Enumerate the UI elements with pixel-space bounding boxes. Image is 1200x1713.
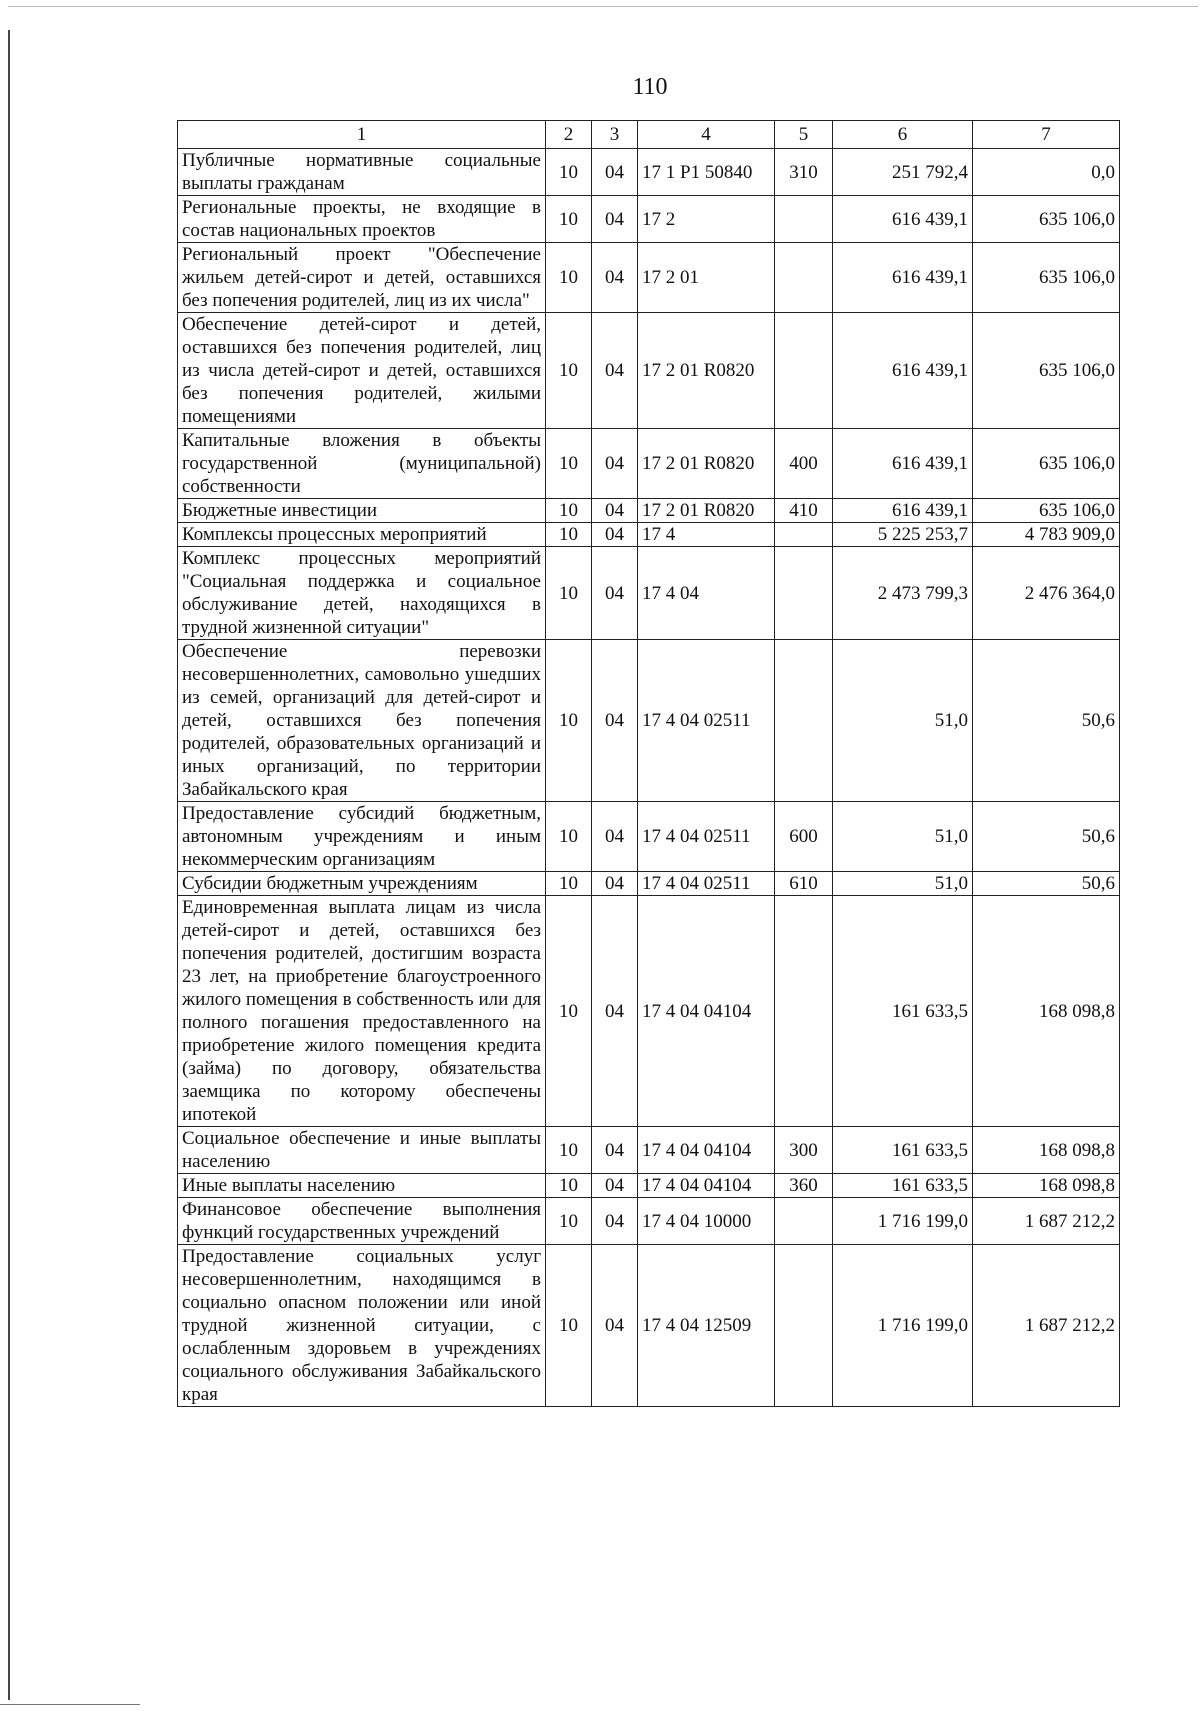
row-expense-type: 310 — [775, 149, 833, 196]
row-expense-type: 610 — [775, 872, 833, 896]
row-section: 10 — [546, 523, 592, 547]
row-amount-2: 50,6 — [973, 872, 1120, 896]
row-amount-2: 635 106,0 — [973, 429, 1120, 499]
row-subsection: 04 — [592, 547, 638, 640]
scan-edge-top — [8, 6, 1198, 7]
row-amount-1: 5 225 253,7 — [833, 523, 973, 547]
row-amount-1: 51,0 — [833, 802, 973, 872]
row-target-code: 17 1 P1 50840 — [638, 149, 775, 196]
row-expense-type — [775, 313, 833, 429]
row-section: 10 — [546, 1174, 592, 1198]
row-expense-type — [775, 196, 833, 243]
row-subsection: 04 — [592, 1127, 638, 1174]
row-target-code: 17 4 04 10000 — [638, 1198, 775, 1245]
row-name: Комплексы процессных мероприятий — [178, 523, 546, 547]
column-header: 1 — [178, 121, 546, 149]
column-number-row — [178, 121, 1120, 149]
row-subsection: 04 — [592, 499, 638, 523]
row-subsection: 04 — [592, 196, 638, 243]
table-row — [178, 1198, 1120, 1245]
row-name: Иные выплаты населению — [178, 1174, 546, 1198]
row-amount-2: 1 687 212,2 — [973, 1198, 1120, 1245]
column-header: 4 — [638, 121, 775, 149]
row-expense-type: 400 — [775, 429, 833, 499]
row-expense-type — [775, 896, 833, 1127]
row-expense-type — [775, 640, 833, 802]
row-amount-2: 635 106,0 — [973, 243, 1120, 313]
row-section: 10 — [546, 196, 592, 243]
row-amount-2: 0,0 — [973, 149, 1120, 196]
row-target-code: 17 2 01 — [638, 243, 775, 313]
column-header: 2 — [546, 121, 592, 149]
row-amount-2: 168 098,8 — [973, 896, 1120, 1127]
row-expense-type: 300 — [775, 1127, 833, 1174]
row-name: Комплекс процессных мероприятий "Социальная поддержка и социальное обслуживание детей, находящихся в трудной жизненной ситуации" — [178, 547, 546, 640]
row-target-code: 17 4 04 04104 — [638, 896, 775, 1127]
row-amount-1: 161 633,5 — [833, 1174, 973, 1198]
row-name: Региональные проекты, не входящие в состав национальных проектов — [178, 196, 546, 243]
budget-table — [177, 120, 1120, 1407]
row-name: Финансовое обеспечение выполнения функций государственных учреждений — [178, 1198, 546, 1245]
row-amount-2: 4 783 909,0 — [973, 523, 1120, 547]
row-section: 10 — [546, 429, 592, 499]
row-target-code: 17 4 04 02511 — [638, 802, 775, 872]
row-name: Социальное обеспечение и иные выплаты населению — [178, 1127, 546, 1174]
row-subsection: 04 — [592, 1174, 638, 1198]
row-section: 10 — [546, 243, 592, 313]
row-name: Капитальные вложения в объекты государственной (муниципальной) собственности — [178, 429, 546, 499]
row-section: 10 — [546, 1245, 592, 1407]
table-row — [178, 547, 1120, 640]
table-row — [178, 523, 1120, 547]
row-subsection: 04 — [592, 1245, 638, 1407]
row-expense-type — [775, 547, 833, 640]
table-row — [178, 313, 1120, 429]
table-row — [178, 499, 1120, 523]
row-amount-1: 616 439,1 — [833, 499, 973, 523]
row-subsection: 04 — [592, 149, 638, 196]
scan-edge-bottom — [0, 1704, 140, 1705]
row-subsection: 04 — [592, 523, 638, 547]
row-section: 10 — [546, 872, 592, 896]
table-row — [178, 149, 1120, 196]
row-target-code: 17 4 04 04104 — [638, 1127, 775, 1174]
row-amount-2: 1 687 212,2 — [973, 1245, 1120, 1407]
row-section: 10 — [546, 547, 592, 640]
row-name: Предоставление субсидий бюджетным, автономным учреждениям и иным некоммерческим организациям — [178, 802, 546, 872]
table-row — [178, 640, 1120, 802]
row-amount-1: 161 633,5 — [833, 1127, 973, 1174]
row-name: Обеспечение перевозки несовершеннолетних, самовольно ушедших из семей, организаций для детей-сирот и детей, оставшихся без попечения родителей, образовательных организаций и иных организаций, по территории Забайкальского края — [178, 640, 546, 802]
row-amount-2: 2 476 364,0 — [973, 547, 1120, 640]
table-row — [178, 1245, 1120, 1407]
row-name: Обеспечение детей-сирот и детей, оставшихся без попечения родителей, лиц из числа детей-сирот и детей, оставшихся без попечения родителей, жилыми помещениями — [178, 313, 546, 429]
row-section: 10 — [546, 896, 592, 1127]
row-amount-2: 168 098,8 — [973, 1174, 1120, 1198]
table-row — [178, 196, 1120, 243]
row-expense-type — [775, 1245, 833, 1407]
row-name: Единовременная выплата лицам из числа детей-сирот и детей, оставшихся без попечения родителей, достигшим возраста 23 лет, на приобретение благоустроенного жилого помещения в собственность или для полного погашения предоставленного на приобретение жилого помещения кредита (займа) по договору, обязательства заемщика по которому обеспечены ипотекой — [178, 896, 546, 1127]
row-amount-1: 616 439,1 — [833, 313, 973, 429]
row-name: Региональный проект "Обеспечение жильем детей-сирот и детей, оставшихся без попечения родителей, лиц из их числа" — [178, 243, 546, 313]
table-row — [178, 243, 1120, 313]
row-amount-1: 51,0 — [833, 640, 973, 802]
table-row — [178, 802, 1120, 872]
row-subsection: 04 — [592, 896, 638, 1127]
row-section: 10 — [546, 149, 592, 196]
row-amount-1: 1 716 199,0 — [833, 1198, 973, 1245]
row-amount-1: 616 439,1 — [833, 196, 973, 243]
row-amount-1: 1 716 199,0 — [833, 1245, 973, 1407]
row-target-code: 17 2 01 R0820 — [638, 499, 775, 523]
row-target-code: 17 4 04 12509 — [638, 1245, 775, 1407]
row-amount-1: 2 473 799,3 — [833, 547, 973, 640]
table-row — [178, 1127, 1120, 1174]
row-subsection: 04 — [592, 802, 638, 872]
row-expense-type — [775, 243, 833, 313]
row-expense-type — [775, 523, 833, 547]
row-target-code: 17 2 01 R0820 — [638, 313, 775, 429]
row-section: 10 — [546, 1198, 592, 1245]
row-subsection: 04 — [592, 243, 638, 313]
row-target-code: 17 2 — [638, 196, 775, 243]
row-section: 10 — [546, 802, 592, 872]
row-amount-1: 251 792,4 — [833, 149, 973, 196]
row-section: 10 — [546, 1127, 592, 1174]
table-row — [178, 1174, 1120, 1198]
row-name: Бюджетные инвестиции — [178, 499, 546, 523]
row-name: Публичные нормативные социальные выплаты гражданам — [178, 149, 546, 196]
row-name: Субсидии бюджетным учреждениям — [178, 872, 546, 896]
row-amount-1: 161 633,5 — [833, 896, 973, 1127]
row-amount-2: 50,6 — [973, 640, 1120, 802]
row-amount-1: 616 439,1 — [833, 243, 973, 313]
row-target-code: 17 2 01 R0820 — [638, 429, 775, 499]
page-number: 110 — [632, 74, 668, 100]
row-target-code: 17 4 04 04104 — [638, 1174, 775, 1198]
row-expense-type: 410 — [775, 499, 833, 523]
table-row — [178, 872, 1120, 896]
row-amount-2: 635 106,0 — [973, 313, 1120, 429]
row-subsection: 04 — [592, 429, 638, 499]
table-row — [178, 429, 1120, 499]
row-target-code: 17 4 04 02511 — [638, 872, 775, 896]
row-target-code: 17 4 04 — [638, 547, 775, 640]
row-subsection: 04 — [592, 872, 638, 896]
row-subsection: 04 — [592, 313, 638, 429]
column-header: 5 — [775, 121, 833, 149]
row-target-code: 17 4 — [638, 523, 775, 547]
row-section: 10 — [546, 499, 592, 523]
column-header: 6 — [833, 121, 973, 149]
row-target-code: 17 4 04 02511 — [638, 640, 775, 802]
table-row — [178, 896, 1120, 1127]
column-header: 7 — [973, 121, 1120, 149]
row-amount-2: 50,6 — [973, 802, 1120, 872]
row-subsection: 04 — [592, 1198, 638, 1245]
row-subsection: 04 — [592, 640, 638, 802]
row-section: 10 — [546, 313, 592, 429]
row-amount-2: 635 106,0 — [973, 196, 1120, 243]
row-amount-1: 616 439,1 — [833, 429, 973, 499]
row-amount-1: 51,0 — [833, 872, 973, 896]
table-body — [178, 149, 1120, 1407]
scan-edge-left — [8, 30, 10, 1700]
row-amount-2: 635 106,0 — [973, 499, 1120, 523]
column-header: 3 — [592, 121, 638, 149]
row-expense-type — [775, 1198, 833, 1245]
row-amount-2: 168 098,8 — [973, 1127, 1120, 1174]
row-section: 10 — [546, 640, 592, 802]
row-expense-type: 360 — [775, 1174, 833, 1198]
row-name: Предоставление социальных услуг несовершеннолетним, находящимся в социально опасном положении или иной трудной жизненной ситуации, с ослабленным здоровьем в учреждениях социального обслуживания Забайкальского края — [178, 1245, 546, 1407]
row-expense-type: 600 — [775, 802, 833, 872]
